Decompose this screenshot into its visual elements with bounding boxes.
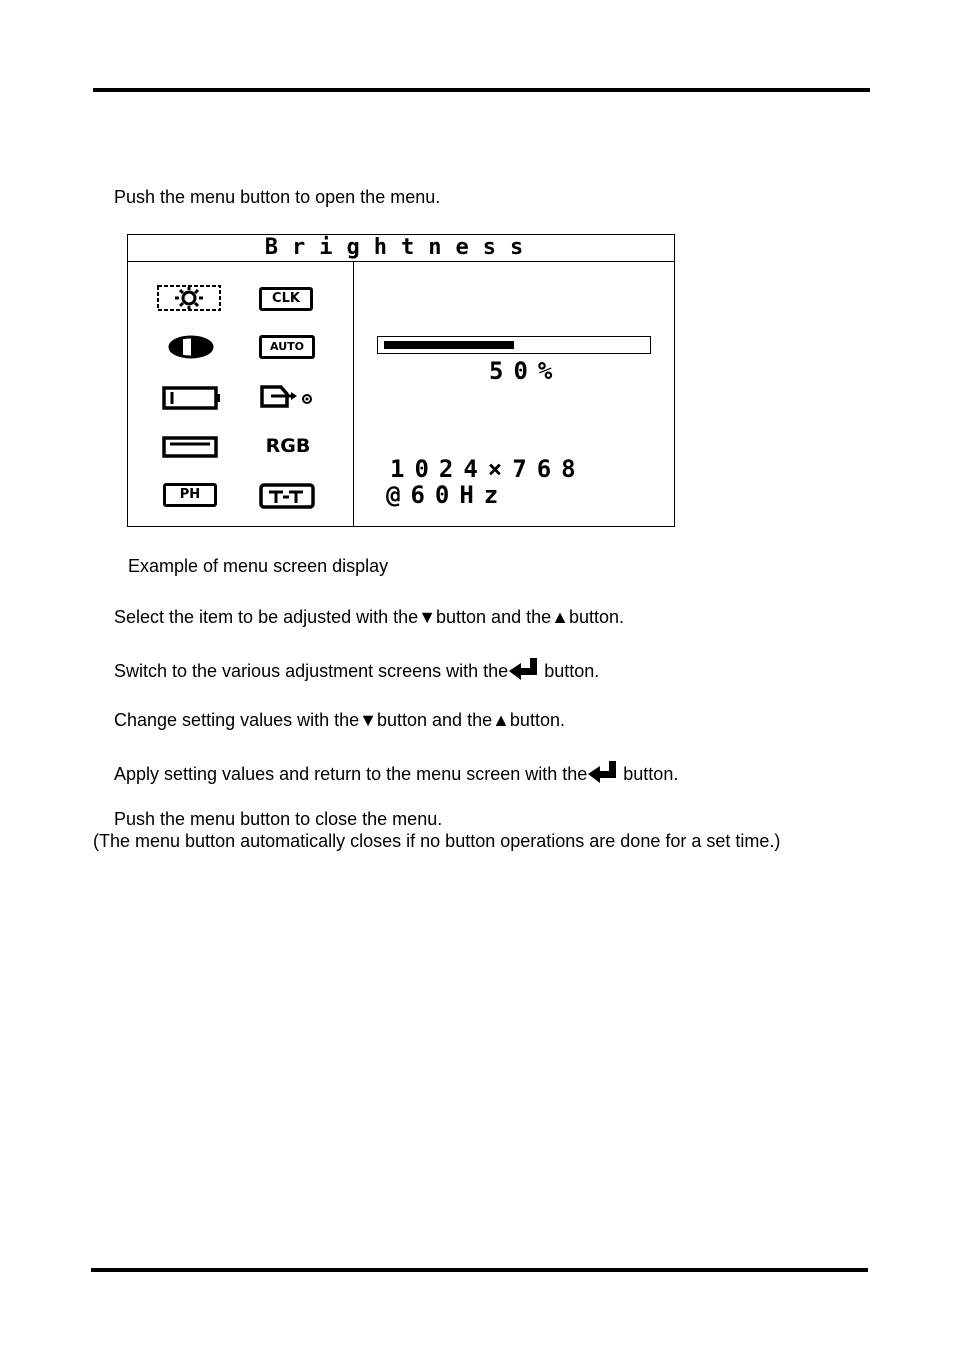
step-apply-values: Apply setting values and return to the menu screen with the button.: [114, 760, 678, 785]
brightness-level-fill: [384, 341, 514, 349]
step-close-menu: Push the menu button to close the menu.: [114, 809, 443, 829]
up-arrow-icon: ▲: [492, 710, 510, 730]
up-arrow-icon: ▲: [551, 607, 569, 627]
clock-icon: CLK: [259, 287, 313, 311]
osd-position-icon: [259, 483, 315, 509]
contrast-icon: [167, 335, 215, 359]
brightness-level-bar: [377, 336, 651, 354]
phase-icon: PH: [163, 483, 217, 507]
brightness-icon: [157, 285, 221, 311]
color-rgb-icon: RGB: [265, 435, 311, 457]
down-arrow-icon: ▼: [359, 710, 377, 730]
header-rule: [93, 88, 870, 92]
enter-icon: [508, 657, 544, 681]
auto-adjust-icon: AUTO: [259, 335, 315, 359]
footer-rule: [91, 1268, 868, 1272]
step-switch-screens: Switch to the various adjustment screens with the button.: [114, 657, 599, 682]
v-size-icon: [162, 434, 218, 458]
osd-title: Brightness: [128, 235, 674, 262]
osd-menu-screen: [127, 234, 675, 527]
figure-caption: Example of menu screen display: [128, 556, 389, 576]
down-arrow-icon: ▼: [418, 607, 437, 627]
step-change-values: Change setting values with the▼button and the▲button.: [114, 710, 565, 730]
input-signal-icon: [259, 384, 317, 410]
osd-divider: [353, 261, 354, 526]
resolution-readout: 1024×768: [390, 455, 586, 483]
h-size-icon: [162, 386, 222, 410]
step-open-menu: Push the menu button to open the menu.: [114, 187, 441, 207]
refresh-rate-readout: @60Hz: [386, 481, 509, 509]
brightness-value: 50%: [489, 357, 563, 385]
close-menu-note: (The menu button automatically closes if no button operations are done for a set time.): [93, 831, 781, 851]
enter-icon: [587, 760, 623, 784]
step-select-item: Select the item to be adjusted with the▼button and the▲button.: [114, 607, 624, 627]
